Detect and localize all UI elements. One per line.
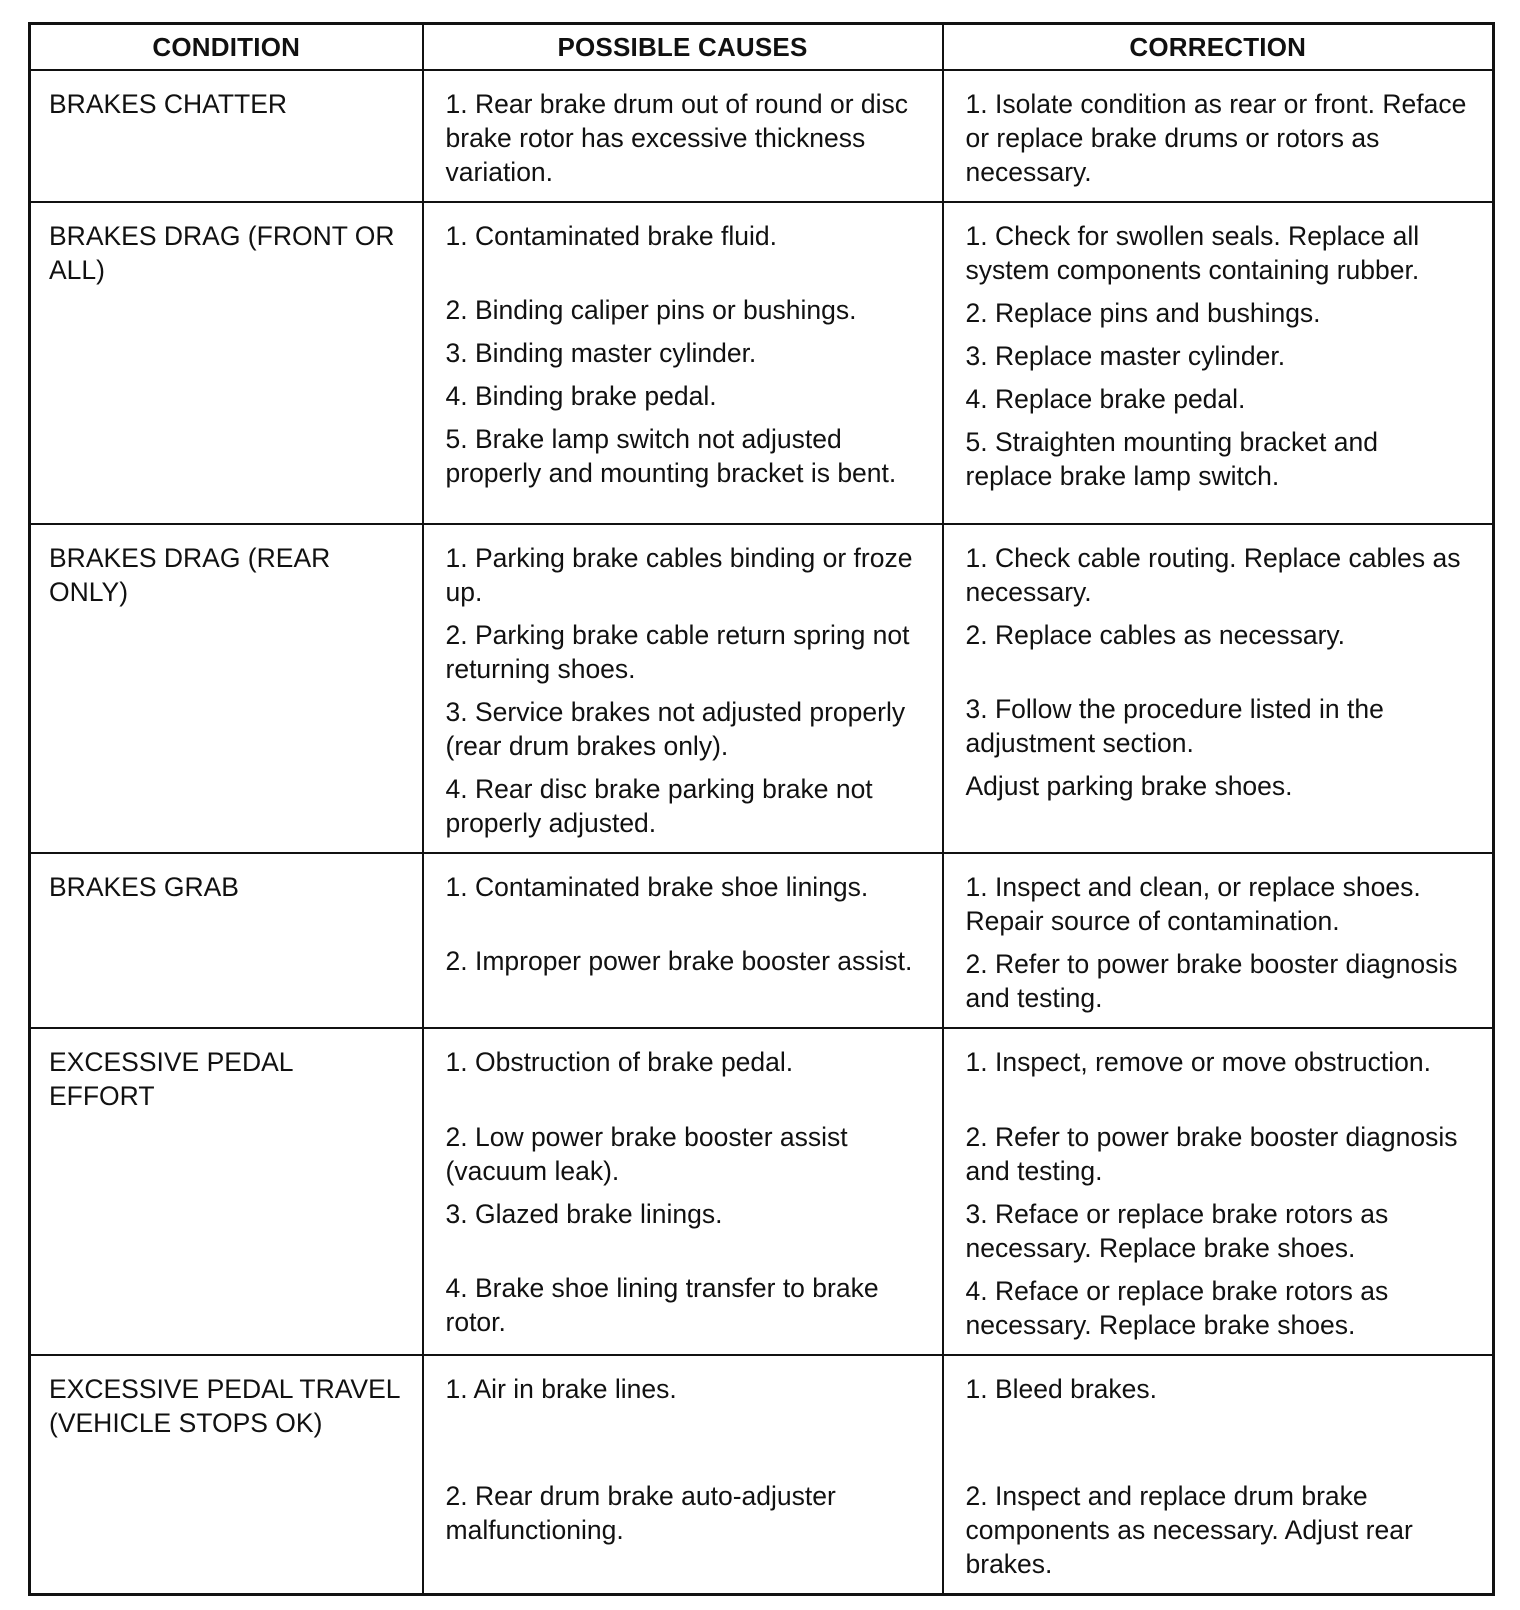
cause-item: 2. Rear drum brake auto-adjuster malfunctioning. (445, 1481, 836, 1545)
cause-item: 1. Contaminated brake shoe linings. (445, 872, 869, 902)
cause-item: 1. Air in brake lines. (445, 1374, 677, 1404)
correction-item: 2. Inspect and replace drum brake components as necessary. Adjust rear brakes. (965, 1481, 1413, 1579)
correction-item: 3. Reface or replace brake rotors as necessary. Replace brake shoes. (965, 1199, 1389, 1263)
cause-item: 1. Rear brake drum out of round or disc brake rotor has excessive thickness variation. (445, 89, 909, 187)
condition-cell: EXCESSIVE PEDAL TRAVEL (VEHICLE STOPS OK) (30, 1355, 423, 1595)
correction-cell (943, 524, 1494, 853)
correction-item: Adjust parking brake shoes. (965, 771, 1293, 801)
condition-cell: BRAKES DRAG (REAR ONLY) (30, 524, 423, 853)
possible-causes-cell (423, 853, 943, 1028)
table-row (30, 1028, 1494, 1355)
correction-item: 1. Check for swollen seals. Replace all system components containing rubber. (965, 221, 1420, 285)
possible-causes-cell (423, 70, 943, 202)
possible-causes-cell (423, 1355, 943, 1595)
cause-item: 1. Obstruction of brake pedal. (445, 1047, 794, 1077)
table-row (30, 524, 1494, 853)
diagnosis-table (28, 22, 1495, 1596)
cause-item: 4. Rear disc brake parking brake not properly adjusted. (445, 774, 873, 838)
correction-cell (943, 1028, 1494, 1355)
correction-item: 3. Replace master cylinder. (965, 341, 1286, 371)
cause-item: 1. Contaminated brake fluid. (445, 221, 777, 251)
correction-item: 1. Isolate condition as rear or front. Reface or replace brake drums or rotors as necessary. (965, 89, 1467, 187)
correction-item: 2. Refer to power brake booster diagnosis and testing. (965, 1122, 1458, 1186)
correction-cell (943, 70, 1494, 202)
correction-cell (943, 1355, 1494, 1595)
table-row (30, 853, 1494, 1028)
correction-item: 1. Inspect and clean, or replace shoes. Repair source of contamination. (965, 872, 1421, 936)
correction-item: 1. Inspect, remove or move obstruction. (965, 1047, 1431, 1077)
possible-causes-cell (423, 202, 943, 524)
cause-item: 2. Binding caliper pins or bushings. (445, 295, 857, 325)
condition-cell: BRAKES GRAB (30, 853, 423, 1028)
cause-item: 5. Brake lamp switch not adjusted properly and mounting bracket is bent. (445, 424, 897, 488)
correction-item: 5. Straighten mounting bracket and replace brake lamp switch. (965, 427, 1378, 491)
table-row (30, 1355, 1494, 1595)
table-row (30, 202, 1494, 524)
cause-item: 3. Binding master cylinder. (445, 338, 757, 368)
possible-causes-cell (423, 1028, 943, 1355)
cause-item: 3. Glazed brake linings. (445, 1199, 723, 1229)
correction-item: 4. Reface or replace brake rotors as necessary. Replace brake shoes. (965, 1276, 1389, 1340)
correction-item: 4. Replace brake pedal. (965, 384, 1246, 414)
column-header-possible-causes: POSSIBLE CAUSES (423, 24, 943, 71)
column-header-condition: CONDITION (30, 24, 423, 71)
correction-item: 1. Bleed brakes. (965, 1374, 1158, 1404)
correction-item: 1. Check cable routing. Replace cables as necessary. (965, 543, 1461, 607)
cause-item: 2. Improper power brake booster assist. (445, 946, 913, 976)
correction-item: 2. Refer to power brake booster diagnosis and testing. (965, 949, 1458, 1013)
correction-item: 2. Replace pins and bushings. (965, 298, 1321, 328)
possible-causes-cell (423, 524, 943, 853)
header-row (30, 24, 1494, 71)
correction-item: 3. Follow the procedure listed in the adjustment section. (965, 694, 1384, 758)
cause-item: 2. Low power brake booster assist (vacuum leak). (445, 1122, 848, 1186)
table-row (30, 70, 1494, 202)
cause-item: 4. Binding brake pedal. (445, 381, 717, 411)
condition-cell: BRAKES CHATTER (30, 70, 423, 202)
correction-cell (943, 853, 1494, 1028)
cause-item: 4. Brake shoe lining transfer to brake rotor. (445, 1273, 879, 1337)
cause-item: 1. Parking brake cables binding or froze up. (445, 543, 913, 607)
correction-item: 2. Replace cables as necessary. (965, 620, 1346, 650)
condition-cell: BRAKES DRAG (FRONT OR ALL) (30, 202, 423, 524)
condition-cell: EXCESSIVE PEDAL EFFORT (30, 1028, 423, 1355)
cause-item: 3. Service brakes not adjusted properly (rear drum brakes only). (445, 697, 906, 761)
correction-cell (943, 202, 1494, 524)
column-header-correction: CORRECTION (943, 24, 1494, 71)
cause-item: 2. Parking brake cable return spring not returning shoes. (445, 620, 910, 684)
